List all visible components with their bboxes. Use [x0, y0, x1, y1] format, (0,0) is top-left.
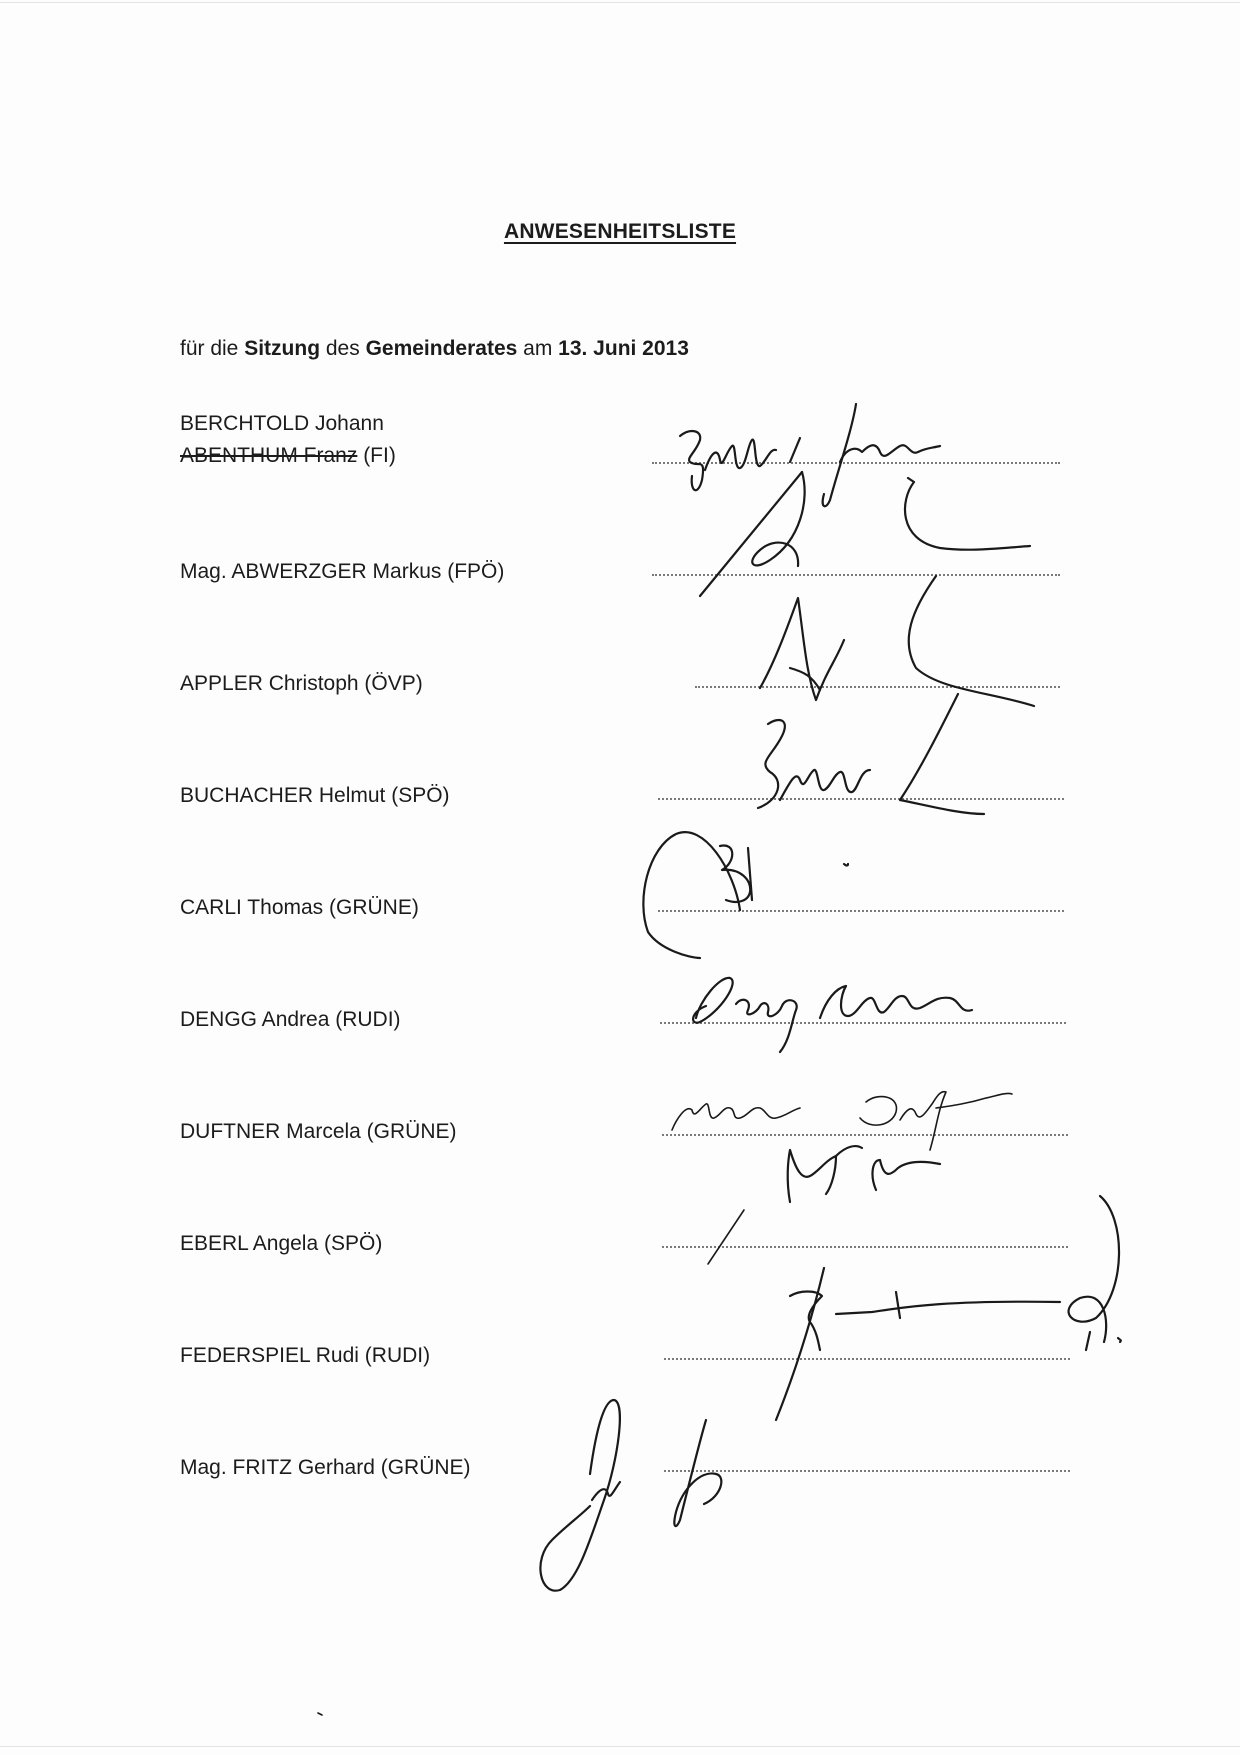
- signature-dengg: [693, 978, 972, 1052]
- signature-appler: [760, 576, 1034, 706]
- attendee-row: DUFTNER Marcela (GRÜNE): [180, 1120, 457, 1143]
- attendee-row: DENGG Andrea (RUDI): [180, 1008, 401, 1031]
- attendee-row: APPLER Christoph (ÖVP): [180, 672, 423, 695]
- signature-berchtold: [680, 404, 940, 506]
- attendee-row: BUCHACHER Helmut (SPÖ): [180, 784, 450, 807]
- attendee-row: FEDERSPIEL Rudi (RUDI): [180, 1344, 431, 1367]
- signature-carli: [643, 832, 848, 958]
- attendee-row: Mag. FRITZ Gerhard (GRÜNE): [180, 1456, 471, 1479]
- attendee-row: CARLI Thomas (GRÜNE): [180, 896, 419, 919]
- document-title: ANWESENHEITSLISTE: [503, 220, 737, 243]
- signature-buchacher: [758, 694, 984, 814]
- signature-abwerzger: [700, 472, 1030, 596]
- signature-federspiel: [776, 1196, 1121, 1420]
- attendee-name: BERCHTOLD Johann: [180, 412, 384, 435]
- attendee-row: Mag. ABWERZGER Markus (FPÖ): [180, 560, 505, 583]
- scan-edge-bottom: [0, 1746, 1240, 1747]
- attendee-name-replaced: ABENTHUM Franz (FI): [180, 444, 396, 467]
- scan-speck: [318, 1713, 322, 1715]
- signature-eberl: [708, 1146, 940, 1264]
- attendee-row: EBERL Angela (SPÖ): [180, 1232, 383, 1255]
- meeting-intro: für die Sitzung des Gemeinderates am 13. Juni 2013: [180, 337, 689, 360]
- signature-duftner: [672, 1092, 1012, 1150]
- signature-fritz: [540, 1400, 721, 1591]
